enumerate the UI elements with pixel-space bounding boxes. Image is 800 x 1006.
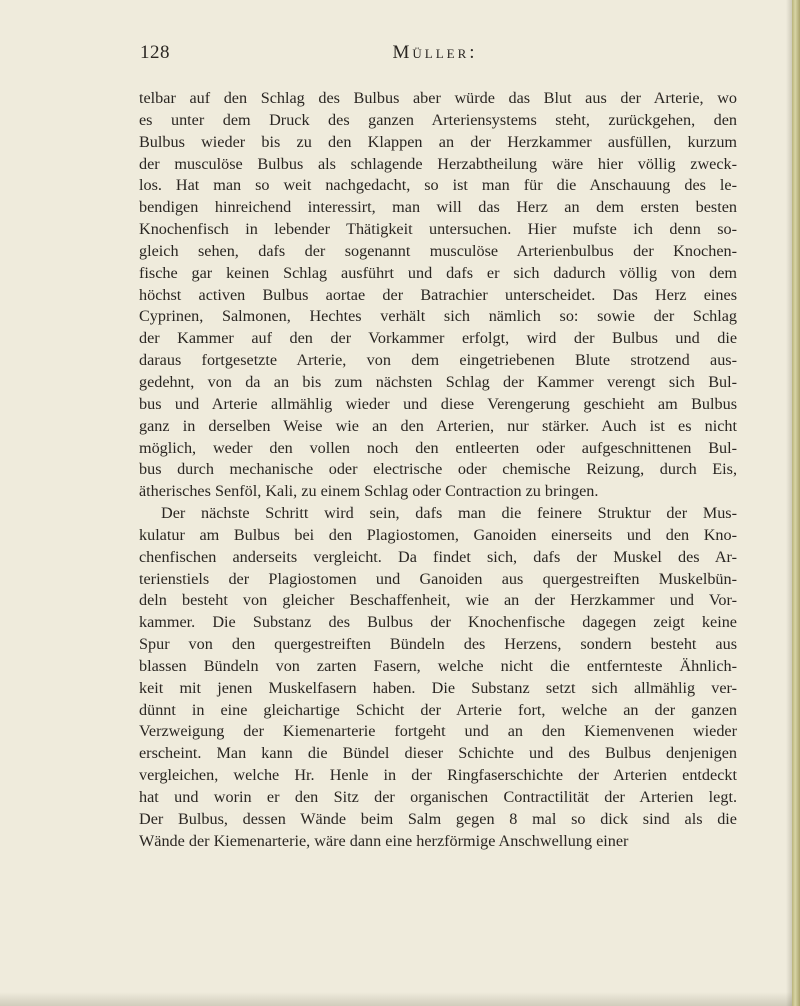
text-line: Wände der Kiemenarterie, wäre dann eine herzförmige Anschwellung einer	[139, 831, 629, 850]
text-line: kulatur am Bulbus bei den Plagiostomen, Ganoiden einerseits und den Kno-	[139, 525, 737, 544]
text-line: höchst activen Bulbus aortae der Batrachier unterscheidet. Das Herz eines	[139, 285, 737, 304]
text-line: hat und worin er den Sitz der organischen Contractilität der Arterien legt.	[139, 788, 737, 806]
text-line: Verzweigung der Kiemenarterie fortgeht und an den Kiemenvenen wieder	[139, 722, 737, 741]
text-line: der musculöse Bulbus als schlagende Herzabtheilung wäre hier völlig zweck-	[139, 154, 737, 173]
book-spine-edge	[792, 0, 800, 1006]
page-header	[140, 42, 730, 66]
body-text	[139, 88, 737, 853]
text-line: ätherisches Senföl, Kali, zu einem Schlag oder Contraction zu bringen.	[139, 482, 599, 501]
page-number: 128	[140, 42, 170, 63]
text-line: bus und Arterie allmählig wieder und diese Verengerung geschieht am Bulbus	[139, 394, 737, 413]
text-line: los. Hat man so weit nachgedacht, so ist man für die Anschauung des le-	[139, 176, 737, 195]
text-line: daraus fortgesetzte Arterie, von dem eingetriebenen Blute strotzend aus-	[139, 351, 737, 370]
text-line: Der nächste Schritt wird sein, dafs man die feinere Struktur der Mus-	[161, 504, 737, 523]
text-line: bendigen hinreichend interessirt, man will das Herz an dem ersten besten	[139, 198, 737, 217]
page-bottom-shadow	[0, 992, 792, 1006]
text-line: dünnt in eine gleichartige Schicht der Arterie fort, welche an der ganzen	[139, 700, 737, 719]
text-line: kammer. Die Substanz des Bulbus der Knochenfische dagegen zeigt keine	[139, 613, 737, 632]
text-line: erscheint. Man kann die Bündel dieser Schichte und des Bulbus denjenigen	[139, 744, 737, 763]
text-line: blassen Bündeln von zarten Fasern, welche nicht die entfernteste Ähnlich-	[139, 656, 737, 675]
text-line: möglich, weder den vollen noch den entleerten oder aufgeschnittenen Bul-	[139, 438, 737, 457]
text-line: Cyprinen, Salmonen, Hechtes verhält sich nämlich so: sowie der Schlag	[139, 307, 737, 326]
text-line: der Kammer auf den der Vorkammer erfolgt, wird der Bulbus und die	[139, 329, 737, 348]
text-line: es unter dem Druck des ganzen Arteriensystems steht, zurückgehen, den	[139, 110, 737, 129]
text-line: Der Bulbus, dessen Wände beim Salm gegen 8 mal so dick sind als die	[139, 809, 737, 828]
text-line: bus durch mechanische oder electrische oder chemische Reizung, durch Eis,	[139, 460, 737, 479]
text-line: gedehnt, von da an bis zum nächsten Schlag der Kammer verengt sich Bul-	[139, 372, 737, 391]
text-line: terienstiels der Plagiostomen und Ganoiden aus quergestreiften Muskelbün-	[139, 569, 737, 588]
text-line: ganz in derselben Weise wie an den Arterien, nur stärker. Auch ist es nicht	[139, 416, 737, 435]
text-line: deln besteht von gleicher Beschaffenheit, wie an der Herzkammer und Vor-	[139, 591, 737, 610]
text-line: Spur von den quergestreiften Bündeln des Herzens, sondern besteht aus	[139, 635, 737, 654]
text-line: keit mit jenen Muskelfasern haben. Die Substanz setzt sich allmählig ver-	[139, 678, 737, 697]
running-head: Müller:	[392, 42, 478, 63]
text-line: chenfischen anderseits vergleicht. Da findet sich, dafs der Muskel des Ar-	[139, 547, 737, 566]
text-line: Bulbus wieder bis zu den Klappen an der Herzkammer ausfüllen, kurzum	[139, 132, 737, 151]
text-line: vergleichen, welche Hr. Henle in der Ringfaserschichte der Arterien entdeckt	[139, 766, 737, 785]
text-line: gleich sehen, dafs der sogenannt musculöse Arterienbulbus der Knochen-	[139, 241, 737, 260]
text-line: Knochenfisch in lebender Thätigkeit untersuchen. Hier mufste ich denn so-	[139, 220, 737, 239]
text-line: telbar auf den Schlag des Bulbus aber würde das Blut aus der Arterie, wo	[139, 89, 737, 107]
text-line: fische gar keinen Schlag ausführt und dafs er sich dadurch völlig von dem	[139, 263, 737, 282]
